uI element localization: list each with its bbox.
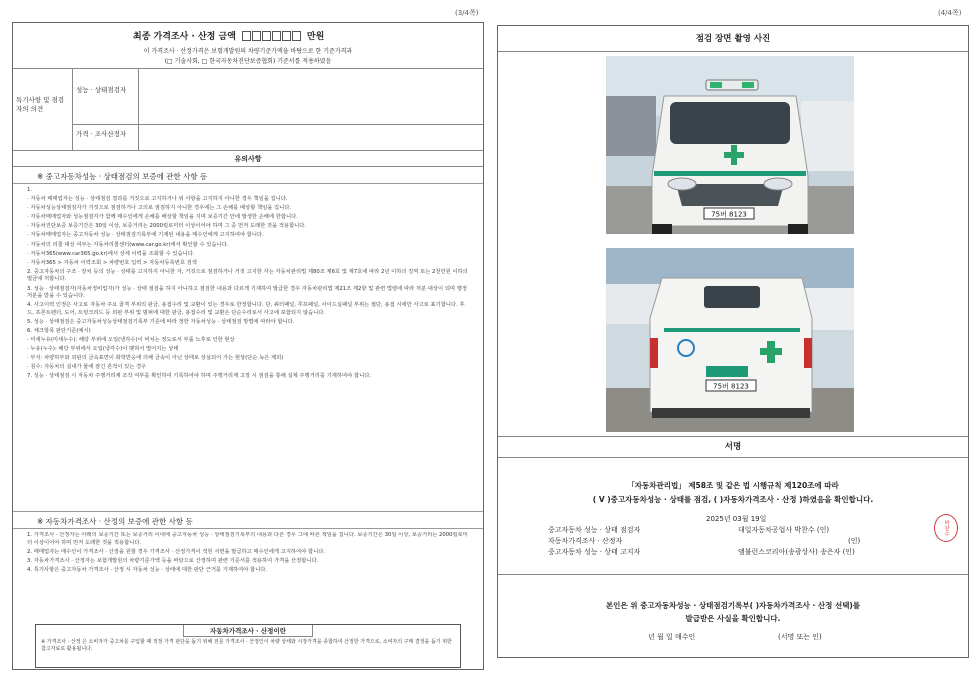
inspector-opinion-label: 성능 · 상태점검자	[73, 69, 139, 125]
final-price-title-text: 최종 가격조사 · 산정 금액	[133, 32, 236, 42]
appraisal-definition-text: ※ 가격조사 · 산정 은 소비자가 중고차를 구입할 때 적정 가격 판단을 돕기 위해 전문 가격조사 · 산정인이 차량 상태와 시장가격을 종합하여 산정한 가격으로, 소비자의 구매 결정을 돕기 위한 참고자료로 활용됩니다.	[41, 639, 452, 652]
page-number-left: (3/4쪽)	[455, 9, 479, 17]
price-basis-line: 이 가격조사 · 산정가격은 보험개발원의 차량기준가액을 바탕으로 한 기준가격과	[143, 48, 353, 55]
amount-unit: 만원	[306, 32, 325, 42]
notice-item: · 자동차매매업자는 중고자동차 성능 · 상태점검기록부에 기재된 내용을 매수인에게 고지하여야 합니다.	[27, 232, 264, 239]
notice-item: 1.	[27, 187, 33, 193]
front-plate-text: 75버 8123	[711, 210, 747, 219]
performance-warranty-list	[27, 187, 469, 507]
notice-item: · 자동차의 리콜 대상 여부는 자동차리콜센터(www.car.go.kr)에서 확인할 수 있습니다.	[27, 241, 229, 248]
notice-item: 7. 성능 · 상태점검 시 자동차 주행거리계 조작 여부를 확인하여 기록하여야 하며 주행거리계 고장 시 점검을 통해 실제 주행거리를 기재하여야 합니다.	[27, 373, 371, 380]
notice-item: 2. 중고자동차의 구조 · 장치 등의 성능 · 상태를 고지하지 아니한 자, 거짓으로 점검하거나 거짓 고지한 자는 자동차관리법 제80조 제6호 및 제7호에 따라 2년 이하의 징역 또는 2천만원 이하의 벌금에 처합니다.	[27, 268, 468, 283]
appraisal-definition-title: 자동차가격조사 · 산정이란	[183, 625, 313, 637]
divider	[498, 574, 968, 575]
signature-name: (인)	[848, 537, 861, 545]
amount-digit-box[interactable]	[292, 31, 301, 41]
amount-boxes	[242, 31, 301, 41]
notice-item: 4. 사고이력 인정은 사고로 자동차 주요 골격 부위의 판금, 용접수리 및 교환이 있는 경우로 한정합니다. 단, 쿼터패널, 루프패널, 사이드실패널 부위는 절단, 용접 시에만 사고로 표기합니다. 후드, 프론트펜더, 도어, 트렁크리드 등 외판 부위 및 범퍼에 대한 판금, 용접수리 및 교환은 단순수리로서 사고에 포함되지 않습니다.	[27, 302, 465, 316]
amount-digit-box[interactable]	[262, 31, 271, 41]
divider	[13, 528, 483, 529]
signature-name: 앰뷸런스코리아(송광상사) 송은자 (인)	[738, 548, 855, 556]
receipt-line-2: 발급받은 사실을 확인합니다.	[685, 614, 781, 623]
price-warranty-title: ※ 자동차가격조사 · 산정의 보증에 관한 사항 등	[37, 517, 193, 526]
amount-digit-box[interactable]	[242, 31, 251, 41]
front-vehicle-photo	[606, 56, 854, 234]
divider	[13, 511, 483, 512]
signature-role: 자동차가격조사 · 산정자	[548, 537, 623, 545]
signature-row-inspector	[548, 525, 860, 536]
notice-item: · 자동차365(www.car365.go.kr)에서 상세 이력을 조회할 수 있습니다.	[27, 250, 195, 257]
final-price-header	[13, 23, 483, 69]
signature-section-title: 서명	[498, 436, 968, 458]
notice-item: · 부식: 차량하부와 외판의 금속표면이 화학반응에 의해 금속이 아닌 상태로 상실되어 가는 현상(단순 녹은 제외)	[27, 355, 284, 362]
notice-item: 5. 성능 · 상태점검은 중고자동차성능상태점검기록부 기준에 따라 정한 자동차성능 · 상태점검 방법에 따라야 합니다.	[27, 318, 295, 325]
notice-item: 1. 가격조사 · 산정자는 아래의 보증기간 또는 보증거리 이내에 중고자동차 성능 · 상태점검기록부의 내용과 다른 경우 그에 따른 책임을 집니다. 보증기간은 30일 이상, 보증거리는 2000킬로미터 이상이어야 하며 먼저 도래한 것을 적용합니다.	[27, 532, 468, 546]
receipt-line-1: 본인은 위 중고자동차성능 · 상태점검기록부( )자동차가격조사 · 산정 선택)를	[605, 601, 861, 610]
signature-name: 대일자동차공업사 박찬수 (인)	[738, 526, 830, 534]
signature-row-notifier	[548, 547, 860, 558]
notice-item: · 미세누유(미세누수): 해당 부위에 오일(냉각수)이 비치는 정도로서 부품 노후로 인한 현상	[27, 337, 235, 344]
rear-ambulance-image	[606, 248, 854, 432]
special-notes-label: 특기사항 및 점검자의 의견	[13, 69, 73, 151]
notice-item: · 자동차성능상태점검자가 거짓으로 점검하거나 고의로 점검하지 아니한 경우에는 그 손해를 배상할 책임을 집니다.	[27, 205, 292, 212]
inspector-opinion-field[interactable]	[139, 69, 483, 125]
buyer-signature-field[interactable]: (서명 또는 인)	[778, 633, 822, 641]
appraiser-opinion-label: 가격 · 조사산정자	[73, 125, 139, 151]
price-standard-line: (□ 기술사회, □ 한국자동차진단보증협회) 기준서를 적용하였음	[164, 58, 332, 65]
official-stamp: 박찬수	[934, 514, 958, 542]
notice-item: 4. 특기사항은 중고자동차 가격조사 · 산정 시 자동차 성능 · 상태에 대한 판단 근거를 기재하여야 합니다.	[27, 566, 268, 573]
special-notes-section	[13, 69, 483, 151]
front-ambulance-image	[606, 56, 854, 234]
signature-row-appraiser	[548, 536, 860, 547]
notice-item: 3. 자동차가격조사 · 산정자는 보험개발원의 차량기준가액 등을 바탕으로 산정하며 관련 기준서를 적용하여 가격을 산정합니다.	[27, 557, 319, 564]
amount-digit-box[interactable]	[252, 31, 261, 41]
performance-warranty-title: ※ 중고자동차성능 · 상태점검의 보증에 관한 사항 등	[37, 172, 208, 181]
rear-vehicle-photo	[606, 248, 854, 432]
notice-title: 유의사항	[13, 151, 483, 167]
amount-digit-box[interactable]	[282, 31, 291, 41]
notice-item: 2. 매매업자는 매수인이 가격조사 · 산정을 원할 경우 가격조사 · 산정가격이 적힌 서면을 발급하고 매수인에게 고지하여야 합니다.	[27, 548, 326, 555]
rear-plate-text: 75버 8123	[713, 382, 749, 391]
appraiser-opinion-field[interactable]	[139, 125, 483, 151]
notice-item: 3. 성능 · 상태점검자(자동차정비업자)가 성능 · 상태 점검을 하지 아니하고 점검한 내용과 다르게 기재하여 발급한 경우 자동차관리법 제21조 제2항 및 관련 법령에 따라 처분 대상이 되며 행정처분을 받을 수 있습니다.	[27, 285, 467, 300]
final-price-title	[133, 29, 324, 42]
signature-rows	[548, 525, 860, 558]
photo-section-title: 점검 장면 촬영 사진	[498, 26, 968, 52]
notice-item: · 자동차매매업자와 성능점검자가 함께 매수인에게 손해를 배상할 책임을 지며 보증기간 안에 발생한 손해에 한합니다.	[27, 214, 298, 221]
left-page	[12, 22, 484, 670]
notice-item: 6. 체크항목 판단기준(예시)	[27, 328, 91, 334]
amount-digit-box[interactable]	[272, 31, 281, 41]
notice-item: · 자동차365 > 자동차 이력조회 > 차량번호 입력 > 자동차등록번호 검색	[27, 259, 197, 266]
notice-item: · 자동차진단보증 보증기간은 30일 이상, 보증거리는 2000킬로미터 이상이어야 하며 그 중 먼저 도래한 것을 적용합니다.	[27, 223, 307, 230]
notice-item: · 누유(누수): 해당 부위에서 오일(냉각수)이 맺혀서 떨어지는 상태	[27, 346, 179, 353]
right-page	[497, 25, 969, 658]
divider	[13, 183, 483, 184]
signature-role: 중고자동차 성능 · 상태 고지자	[548, 548, 641, 556]
signature-role: 중고자동차 성능 · 상태 점검자	[548, 526, 641, 534]
declaration-line-2: ( V )중고자동차성능 · 상태를 점검, ( )자동차가격조사 · 산정 )하였음을 확인합니다.	[592, 495, 874, 504]
declaration-line-1: 「자동차관리법」 제58조 및 같은 법 시행규칙 제120조에 따라	[627, 481, 839, 490]
sign-date: 2025년 03월 19일	[706, 515, 767, 523]
notice-item: · 자동차 매매업자는 성능 · 상태점검 결과를 거짓으로 고지하거나 위 사항을 고지하지 아니한 경우 책임을 집니다.	[27, 196, 288, 203]
price-warranty-list	[27, 532, 469, 638]
page-number-right: (4/4쪽)	[938, 9, 962, 17]
appraisal-definition-box	[35, 624, 461, 668]
buyer-date-label: 년 월 일 매수인	[648, 633, 696, 641]
notice-item: · 침수: 자동차의 실내가 물에 잠긴 흔적이 있는 경우	[27, 364, 147, 371]
